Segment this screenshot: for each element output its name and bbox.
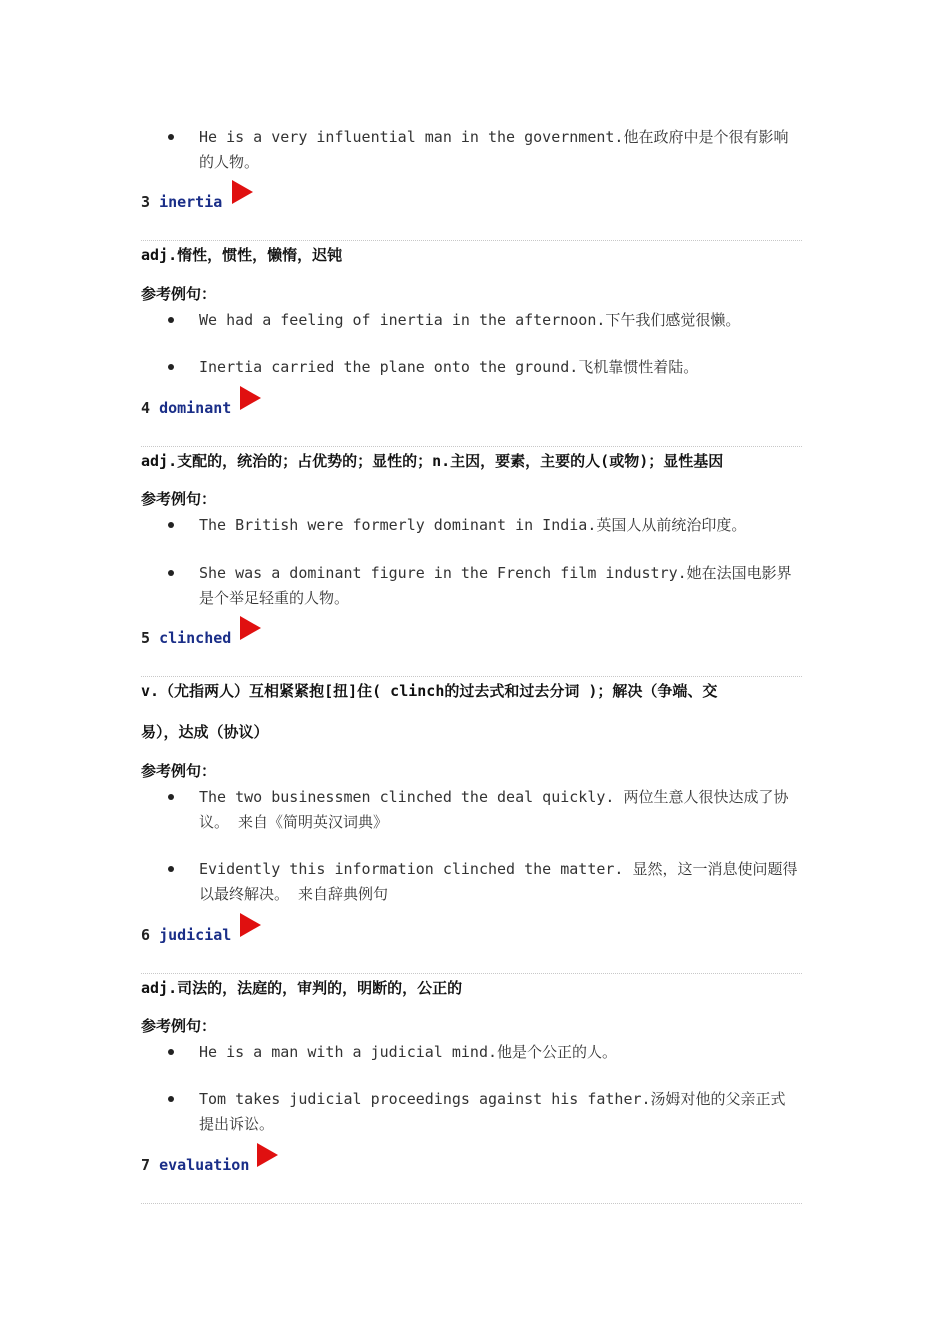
vocab-entry-header xyxy=(141,925,231,945)
list-item xyxy=(168,857,798,907)
vocab-entry-header xyxy=(141,192,222,212)
list-item xyxy=(168,785,798,835)
reference-label: 参考例句： xyxy=(141,1017,217,1035)
reference-label: 参考例句： xyxy=(141,490,217,508)
entry-word: inertia xyxy=(159,193,223,211)
entry-word: judicial xyxy=(159,926,232,944)
list-item xyxy=(168,308,798,333)
play-icon[interactable] xyxy=(257,1143,278,1167)
example-sentence: Tom takes judicial proceedings against his father.汤姆对他的父亲正式提出诉讼。 xyxy=(199,1090,786,1133)
example-sentence: We had a feeling of inertia in the afternoon.下午我们感觉很懒。 xyxy=(199,311,741,329)
example-sentence: Evidently this information clinched the matter. 显然，这一消息使问题得以最终解决。 来自辞典例句 xyxy=(199,860,798,903)
bullet-dot xyxy=(168,364,174,370)
divider xyxy=(141,240,802,241)
list-item xyxy=(168,125,798,175)
entry-word: clinched xyxy=(159,629,232,647)
reference-label: 参考例句： xyxy=(141,762,217,780)
divider xyxy=(141,1203,802,1204)
example-sentence: She was a dominant figure in the French film industry.她在法国电影界是个举足轻重的人物。 xyxy=(199,564,792,607)
bullet-dot xyxy=(168,1096,174,1102)
divider xyxy=(141,446,802,447)
divider xyxy=(141,973,802,974)
bullet-dot xyxy=(168,570,174,576)
list-item xyxy=(168,1040,798,1065)
bullet-dot xyxy=(168,866,174,872)
vocab-entry-header xyxy=(141,628,231,648)
list-item xyxy=(168,355,798,380)
entry-number: 4 xyxy=(141,399,151,417)
play-icon[interactable] xyxy=(240,616,261,640)
entry-number: 6 xyxy=(141,926,151,944)
vocab-entry-header xyxy=(141,1155,249,1175)
entry-number: 5 xyxy=(141,629,151,647)
example-sentence: He is a man with a judicial mind.他是个公正的人。 xyxy=(199,1043,618,1061)
entry-word: evaluation xyxy=(159,1156,250,1174)
example-sentence: Inertia carried the plane onto the ground.飞机靠惯性着陆。 xyxy=(199,358,699,376)
entry-number: 7 xyxy=(141,1156,151,1174)
divider xyxy=(141,676,802,677)
list-item xyxy=(168,513,798,538)
definition-line: v.（尤指两人）互相紧紧抱[扭]住( clinch的过去式和过去分词 )；解决（争端、交 xyxy=(141,682,718,700)
bullet-dot xyxy=(168,134,174,140)
definition: adj.支配的，统治的；占优势的；显性的；n.主因，要素，主要的人(或物)；显性基因 xyxy=(141,452,724,470)
entry-number: 3 xyxy=(141,193,151,211)
vocab-entry-header xyxy=(141,398,231,418)
entry-word: dominant xyxy=(159,399,232,417)
reference-label: 参考例句： xyxy=(141,285,217,303)
play-icon[interactable] xyxy=(232,180,253,204)
example-sentence: The British were formerly dominant in India.英国人从前统治印度。 xyxy=(199,516,747,534)
example-sentence: The two businessmen clinched the deal quickly. 两位生意人很快达成了协议。 来自《简明英汉词典》 xyxy=(199,788,789,831)
bullet-dot xyxy=(168,794,174,800)
bullet-dot xyxy=(168,317,174,323)
play-icon[interactable] xyxy=(240,386,261,410)
definition: adj.司法的，法庭的，审判的，明断的，公正的 xyxy=(141,979,463,997)
example-sentence: He is a very influential man in the government.他在政府中是个很有影响的人物。 xyxy=(199,128,789,171)
definition-line: 易），达成（协议） xyxy=(141,723,269,741)
list-item xyxy=(168,1087,798,1137)
definition: adj.惰性，惯性，懒惰，迟钝 xyxy=(141,246,343,264)
play-icon[interactable] xyxy=(240,913,261,937)
list-item xyxy=(168,561,798,611)
bullet-dot xyxy=(168,522,174,528)
bullet-dot xyxy=(168,1049,174,1055)
